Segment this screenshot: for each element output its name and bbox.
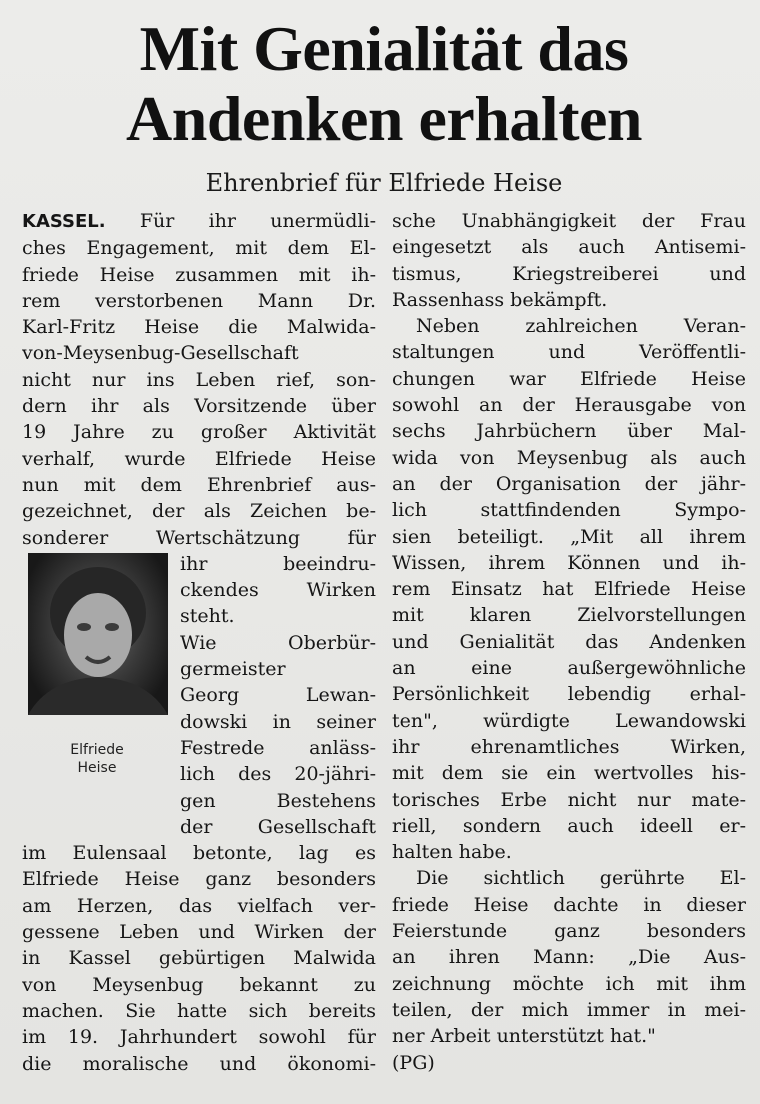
text-line: halten habe. [392, 841, 512, 864]
text-line: sechs Jahrbüchern über Mal- [392, 420, 746, 443]
text-line: mit dem sie ein wertvolles his- [392, 762, 746, 785]
subheadline: Ehrenbrief für Elfriede Heise [205, 169, 563, 197]
text-line: Feierstunde ganz besonders [392, 920, 746, 943]
text-line: die moralische und ökonomi- [22, 1052, 376, 1075]
left-bottom-lines [22, 840, 376, 1077]
text-line: in Kassel gebürtigen Malwida [22, 947, 376, 970]
text-line: Wissen, ihrem Können und ih- [392, 551, 746, 574]
text-line: gessene Leben und Wirken der [22, 921, 376, 944]
text-line: ches Engagement, mit dem El- [22, 237, 376, 260]
text-line: an ihren Mann: „Die Aus- [392, 946, 746, 969]
text-line: rem verstorbenen Mann Dr. [22, 289, 376, 312]
text-line: ner Arbeit unterstützt hat." [392, 1025, 656, 1048]
caption-line-1: Elfriede [70, 741, 124, 758]
headline-line-2: Andenken erhalten [126, 83, 642, 154]
text-line: sonderer Wertschätzung für [22, 526, 376, 549]
portrait-image [28, 553, 168, 715]
text-line: steht. [180, 605, 235, 628]
photo-wrap-section [22, 551, 376, 840]
text-line: zeichnung möchte ich mit ihm [392, 972, 746, 995]
text-line: von-Meysenbug-Gesellschaft [22, 342, 299, 365]
text-line: Rassenhass bekämpft. [392, 288, 608, 311]
text-line: an eine außergewöhnliche [392, 657, 746, 680]
text-line: riell, sondern auch ideell er- [392, 814, 746, 837]
text-line: ihr beeindru- [180, 552, 376, 575]
text-line: ckendes Wirken [180, 579, 376, 602]
text-line: (PG) [392, 1051, 435, 1074]
text-line: Georg Lewan- [180, 684, 376, 707]
text-line: machen. Sie hatte sich bereits [22, 999, 376, 1022]
headline-line-1: Mit Genialität das [139, 13, 629, 84]
article-body [22, 208, 746, 1077]
text-line: tismus, Kriegstreiberei und [392, 262, 746, 285]
text-line: sche Unabhängigkeit der Frau [392, 210, 746, 232]
text-line: mit klaren Zielvorstellungen [392, 604, 746, 627]
text-line: eingesetzt als auch Antisemi- [392, 236, 746, 259]
text-line: gezeichnet, der als Zeichen be- [22, 500, 376, 523]
text-line: Die sichtlich gerührte El- [416, 867, 746, 890]
text-line: friede Heise zusammen mit ih- [22, 263, 376, 286]
text-line: Neben zahlreichen Veran- [416, 315, 746, 338]
text-line: rem Einsatz hat Elfriede Heise [392, 578, 746, 601]
text-line: germeister [180, 658, 286, 681]
text-line: an der Organisation der jähr- [392, 472, 746, 495]
text-line: ihr ehrenamtliches Wirken, [392, 735, 746, 758]
text-line: Elfriede Heise ganz besonders [22, 868, 376, 891]
text-line: am Herzen, das vielfach ver- [22, 894, 376, 917]
left-top-lines [22, 235, 376, 551]
text-line: nun mit dem Ehrenbrief aus- [22, 473, 376, 496]
first-line-text: Für ihr unermüdli- [105, 210, 376, 232]
text-line: verhalf, wurde Elfriede Heise [22, 447, 376, 470]
text-line: und Genialität das Andenken [392, 630, 746, 653]
article-column-left [22, 208, 376, 1077]
text-line: torisches Erbe nicht nur mate- [392, 788, 746, 811]
text-line: staltungen und Veröffentli- [392, 341, 746, 364]
dateline: KASSEL. [22, 211, 106, 232]
text-line: ten", würdigte Lewandowski [392, 709, 746, 732]
text-line: teilen, der mich immer in mei- [392, 998, 746, 1021]
text-line: Karl-Fritz Heise die Malwida- [22, 316, 376, 339]
caption-line-2: Heise [77, 759, 117, 776]
photo-caption [22, 741, 172, 777]
first-line [22, 208, 376, 235]
text-line: 19 Jahre zu großer Aktivität [22, 421, 376, 444]
text-line: lich des 20-jähri- [180, 763, 376, 786]
text-line: im 19. Jahrhundert sowohl für [22, 1026, 376, 1049]
text-line: im Eulensaal betonte, lag es [22, 842, 376, 865]
text-line: sowohl an der Herausgabe von [392, 394, 746, 417]
text-line: chungen war Elfriede Heise [392, 367, 746, 390]
text-line: dern ihr als Vorsitzende über [22, 395, 376, 418]
text-line: sien beteiligt. „Mit all ihrem [392, 525, 746, 548]
text-line: Persönlichkeit lebendig erhal- [392, 683, 746, 706]
article-column-right [392, 208, 746, 1077]
text-line: lich stattfindenden Sympo- [392, 499, 746, 522]
text-line: friede Heise dachte in dieser [392, 893, 746, 916]
text-line: wida von Meysenbug als auch [392, 446, 746, 469]
text-line: der Gesellschaft [180, 815, 376, 838]
headline [22, 14, 746, 154]
text-line: dowski in seiner [180, 710, 376, 733]
text-line: Festrede anläss- [180, 736, 376, 759]
text-line: von Meysenbug bekannt zu [22, 973, 376, 996]
portrait-figure [22, 551, 172, 821]
text-line: Wie Oberbür- [180, 631, 376, 654]
portrait-photo [28, 553, 168, 715]
text-line: nicht nur ins Leben rief, son- [22, 368, 376, 391]
text-line: gen Bestehens [180, 789, 376, 812]
